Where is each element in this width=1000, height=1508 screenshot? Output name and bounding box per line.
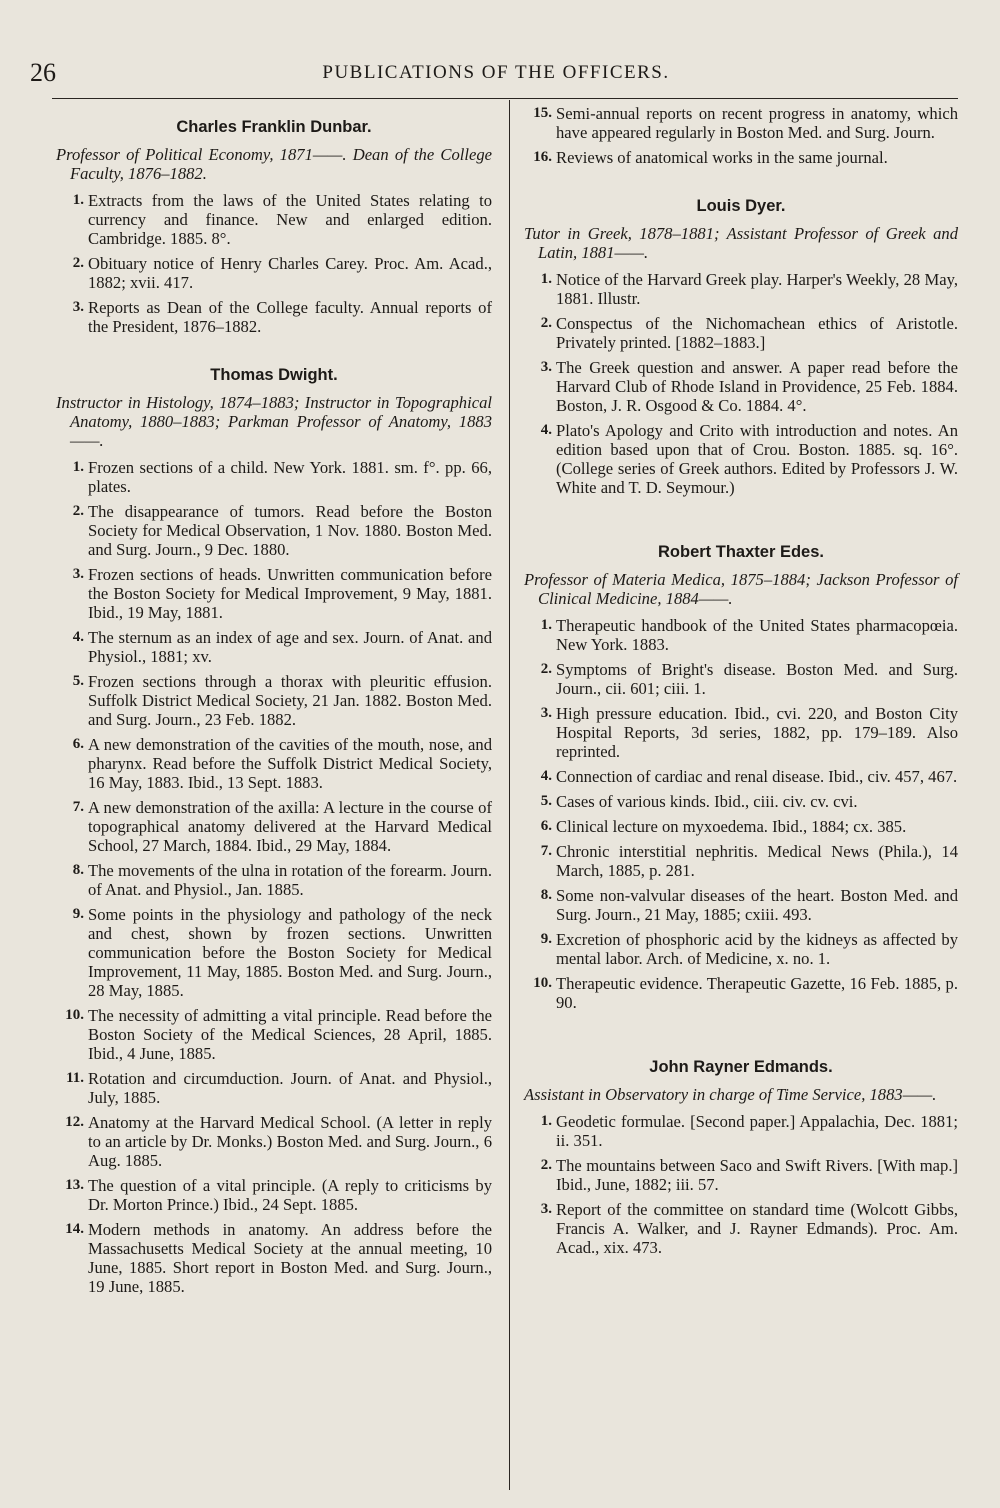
item-number: 2.	[72, 503, 84, 519]
item-number: 5.	[72, 673, 84, 689]
publication-item	[524, 104, 958, 142]
item-number: 1.	[540, 1113, 552, 1129]
item-number: 1.	[72, 459, 84, 475]
publication-item	[524, 930, 958, 968]
publication-item	[56, 861, 492, 899]
item-text: Cases of various kinds. Ibid., ciii. civ. cv. cvi.	[556, 792, 858, 811]
item-text: The question of a vital principle. (A reply to criticisms by Dr. Morton Prince.) Ibid., 24 Sept. 1885.	[88, 1176, 492, 1214]
section-gap	[56, 342, 492, 352]
item-text: Conspectus of the Nichomachean ethics of Aristotle. Privately printed. [1882–1883.]	[556, 314, 958, 352]
item-number: 1.	[540, 617, 552, 633]
item-number: 2.	[540, 315, 552, 331]
publication-item	[524, 792, 958, 811]
item-text: Notice of the Harvard Greek play. Harper's Weekly, 28 May, 1881. Illustr.	[556, 270, 958, 308]
item-text: The mountains between Saco and Swift Rivers. [With map.] Ibid., June, 1882; iii. 57.	[556, 1156, 958, 1194]
author-name: Thomas Dwight.	[210, 366, 338, 384]
publication-item	[524, 314, 958, 352]
item-number: 14.	[65, 1221, 84, 1237]
publication-item	[56, 905, 492, 1000]
continued-item-list	[524, 104, 958, 167]
item-number: 10.	[65, 1007, 84, 1023]
item-number: 13.	[65, 1177, 84, 1193]
publication-item	[56, 628, 492, 666]
item-text: A new demonstration of the axilla: A lecture in the course of topographical anatomy delivered at the Harvard Medical School, 27 March, 1884. Ibid., 29 May, 1884.	[88, 798, 492, 855]
item-text: The disappearance of tumors. Read before the Boston Society for Medical Observation, 1 Nov. 1880. Boston Med. and Surg. Journ., 9 Dec. 1880.	[88, 502, 492, 559]
item-text: Therapeutic handbook of the United States pharmacopœia. New York. 1883.	[556, 616, 958, 654]
item-number: 6.	[72, 736, 84, 752]
publication-item	[524, 974, 958, 1012]
publication-item	[524, 616, 958, 654]
item-text: Some points in the physiology and pathology of the neck and chest, shown by frozen sections. Unwritten communication before the Boston Society for Medical Improvement, 11 May, 1885. Boston Med. and Surg. Journ., 28 May, 1885.	[88, 905, 492, 1000]
item-number: 3.	[72, 299, 84, 315]
item-number: 2.	[72, 255, 84, 271]
running-title: PUBLICATIONS OF THE OFFICERS.	[322, 62, 670, 83]
publication-item	[56, 298, 492, 336]
item-text: Some non-valvular diseases of the heart. Boston Med. and Surg. Journ., 21 May, 1885; cxiii. 493.	[556, 886, 958, 924]
item-text: Excretion of phosphoric acid by the kidneys as affected by mental labor. Arch. of Medicine, x. no. 1.	[556, 930, 958, 968]
publication-list	[524, 1112, 958, 1257]
item-number: 5.	[540, 793, 552, 809]
item-text: Extracts from the laws of the United States relating to currency and finance. New and enlarged edition. Cambridge. 1885. 8°.	[88, 191, 492, 248]
item-text: Report of the committee on standard time (Wolcott Gibbs, Francis A. Walker, and J. Rayner Edmands). Proc. Am. Acad., xix. 473.	[556, 1200, 958, 1257]
header-rule	[52, 98, 958, 99]
item-text: Reports as Dean of the College faculty. Annual reports of the President, 1876–1882.	[88, 298, 492, 336]
item-number: 9.	[72, 906, 84, 922]
item-number: 10.	[533, 975, 552, 991]
publication-item	[524, 817, 958, 836]
author-name: Charles Franklin Dunbar.	[176, 118, 372, 136]
item-number: 3.	[540, 359, 552, 375]
item-text: Clinical lecture on myxoedema. Ibid., 1884; cx. 385.	[556, 817, 907, 836]
publication-list	[524, 270, 958, 497]
item-number: 7.	[540, 843, 552, 859]
item-text: Therapeutic evidence. Therapeutic Gazette, 16 Feb. 1885, p. 90.	[556, 974, 958, 1012]
publication-item	[524, 358, 958, 415]
page-number: 26	[30, 58, 56, 87]
section-gap	[524, 1018, 958, 1044]
publication-item	[56, 254, 492, 292]
item-text: Semi-annual reports on recent progress in anatomy, which have appeared regularly in Boston Med. and Surg. Journ.	[556, 104, 958, 142]
publication-item	[56, 672, 492, 729]
page-header	[30, 58, 962, 90]
publication-item	[524, 148, 958, 167]
item-text: Obituary notice of Henry Charles Carey. Proc. Am. Acad., 1882; xvii. 417.	[88, 254, 492, 292]
item-text: Anatomy at the Harvard Medical School. (A letter in reply to an article by Dr. Monks.) Boston Med. and Surg. Journ., 6 Aug. 1885.	[88, 1113, 492, 1170]
item-number: 11.	[66, 1070, 84, 1086]
publication-list	[56, 458, 492, 1296]
item-text: Rotation and circumduction. Journ. of Anat. and Physiol., July, 1885.	[88, 1069, 492, 1107]
column-divider	[509, 100, 510, 1490]
author-name: Louis Dyer.	[696, 197, 786, 215]
item-number: 1.	[540, 271, 552, 287]
author-role: Professor of Materia Medica, 1875–1884; Jackson Professor of Clinical Medicine, 1884——.	[524, 570, 958, 608]
publication-item	[524, 270, 958, 308]
item-number: 1.	[72, 192, 84, 208]
publication-list	[524, 616, 958, 1012]
publication-item	[524, 660, 958, 698]
item-number: 9.	[540, 931, 552, 947]
item-number: 4.	[72, 629, 84, 645]
publication-item	[524, 767, 958, 786]
item-text: Frozen sections through a thorax with pleuritic effusion. Suffolk District Medical Society, 21 Jan. 1882. Boston Med. and Surg. Journ., 23 Feb. 1882.	[88, 672, 492, 729]
author-role: Tutor in Greek, 1878–1881; Assistant Professor of Greek and Latin, 1881——.	[524, 224, 958, 262]
item-number: 16.	[533, 149, 552, 165]
publication-item	[56, 565, 492, 622]
item-number: 7.	[72, 799, 84, 815]
publication-item	[56, 798, 492, 855]
item-number: 12.	[65, 1114, 84, 1130]
publication-list	[56, 191, 492, 336]
publication-item	[56, 735, 492, 792]
item-text: The Greek question and answer. A paper read before the Harvard Club of Rhode Island in Providence, 25 Feb. 1884. Boston, J. R. Osgood & Co. 1884. 4°.	[556, 358, 958, 415]
item-number: 8.	[72, 862, 84, 878]
section-gap	[524, 173, 958, 183]
item-text: Reviews of anatomical works in the same journal.	[556, 148, 888, 167]
author-role: Assistant in Observatory in charge of Time Service, 1883——.	[524, 1085, 937, 1104]
publication-item	[524, 704, 958, 761]
author-name: Robert Thaxter Edes.	[658, 543, 824, 561]
author-role: Professor of Political Economy, 1871——. Dean of the College Faculty, 1876–1882.	[56, 145, 492, 183]
item-text: Modern methods in anatomy. An address before the Massachusetts Medical Society at the annual meeting, 10 June, 1885. Short report in Boston Med. and Surg. Journ., 19 June, 1885.	[88, 1220, 492, 1296]
publication-item	[56, 458, 492, 496]
item-number: 4.	[540, 422, 552, 438]
left-column	[56, 104, 492, 1302]
item-text: Frozen sections of heads. Unwritten communication before the Boston Society for Medical Improvement, 9 May, 1881. Ibid., 19 May, 1881.	[88, 565, 492, 622]
publication-item	[524, 1200, 958, 1257]
item-text: Chronic interstitial nephritis. Medical News (Phila.), 14 March, 1885, p. 281.	[556, 842, 958, 880]
publication-item	[56, 1006, 492, 1063]
item-number: 3.	[540, 705, 552, 721]
item-text: A new demonstration of the cavities of the mouth, nose, and pharynx. Read before the Suffolk District Medical Society, 16 May, 1883. Ibid., 13 Sept. 1883.	[88, 735, 492, 792]
right-column	[524, 104, 958, 1263]
item-text: Geodetic formulae. [Second paper.] Appalachia, Dec. 1881; ii. 351.	[556, 1112, 958, 1150]
publication-item	[56, 502, 492, 559]
section-gap	[524, 503, 958, 529]
item-number: 8.	[540, 887, 552, 903]
item-number: 2.	[540, 661, 552, 677]
item-number: 15.	[533, 105, 552, 121]
item-text: The necessity of admitting a vital principle. Read before the Boston Society of the Medical Sciences, 28 April, 1885. Ibid., 4 June, 1885.	[88, 1006, 492, 1063]
author-role: Instructor in Histology, 1874–1883; Instructor in Topographical Anatomy, 1880–1883; Parkman Professor of Anatomy, 1883——.	[56, 393, 492, 450]
publication-item	[56, 1069, 492, 1107]
item-text: Connection of cardiac and renal disease. Ibid., civ. 457, 467.	[556, 767, 958, 786]
item-number: 3.	[72, 566, 84, 582]
item-text: The sternum as an index of age and sex. Journ. of Anat. and Physiol., 1881; xv.	[88, 628, 492, 666]
publication-item	[56, 1176, 492, 1214]
item-text: High pressure education. Ibid., cvi. 220, and Boston City Hospital Reports, 3d series, 1882, pp. 179–189. Also reprinted.	[556, 704, 958, 761]
publication-item	[56, 191, 492, 248]
item-text: The movements of the ulna in rotation of the forearm. Journ. of Anat. and Physiol., Jan. 1885.	[88, 861, 492, 899]
publication-item	[56, 1113, 492, 1170]
publication-item	[524, 1112, 958, 1150]
publication-item	[524, 421, 958, 497]
right-author-entries	[524, 173, 958, 1257]
item-number: 2.	[540, 1157, 552, 1173]
publication-item	[524, 1156, 958, 1194]
publication-item	[56, 1220, 492, 1296]
item-number: 4.	[540, 768, 552, 784]
item-text: Symptoms of Bright's disease. Boston Med. and Surg. Journ., cii. 601; ciii. 1.	[556, 660, 958, 698]
item-text: Plato's Apology and Crito with introduction and notes. An edition based upon that of Crou. Boston. 1885. sq. 16°. (College series of Greek authors. Edited by Professors J. W. White and T. D. Seymour.)	[556, 421, 958, 497]
item-text: Frozen sections of a child. New York. 1881. sm. f°. pp. 66, plates.	[88, 458, 492, 496]
publication-item	[524, 886, 958, 924]
item-number: 6.	[540, 818, 552, 834]
publication-item	[524, 842, 958, 880]
item-number: 3.	[540, 1201, 552, 1217]
author-name: John Rayner Edmands.	[649, 1058, 833, 1076]
